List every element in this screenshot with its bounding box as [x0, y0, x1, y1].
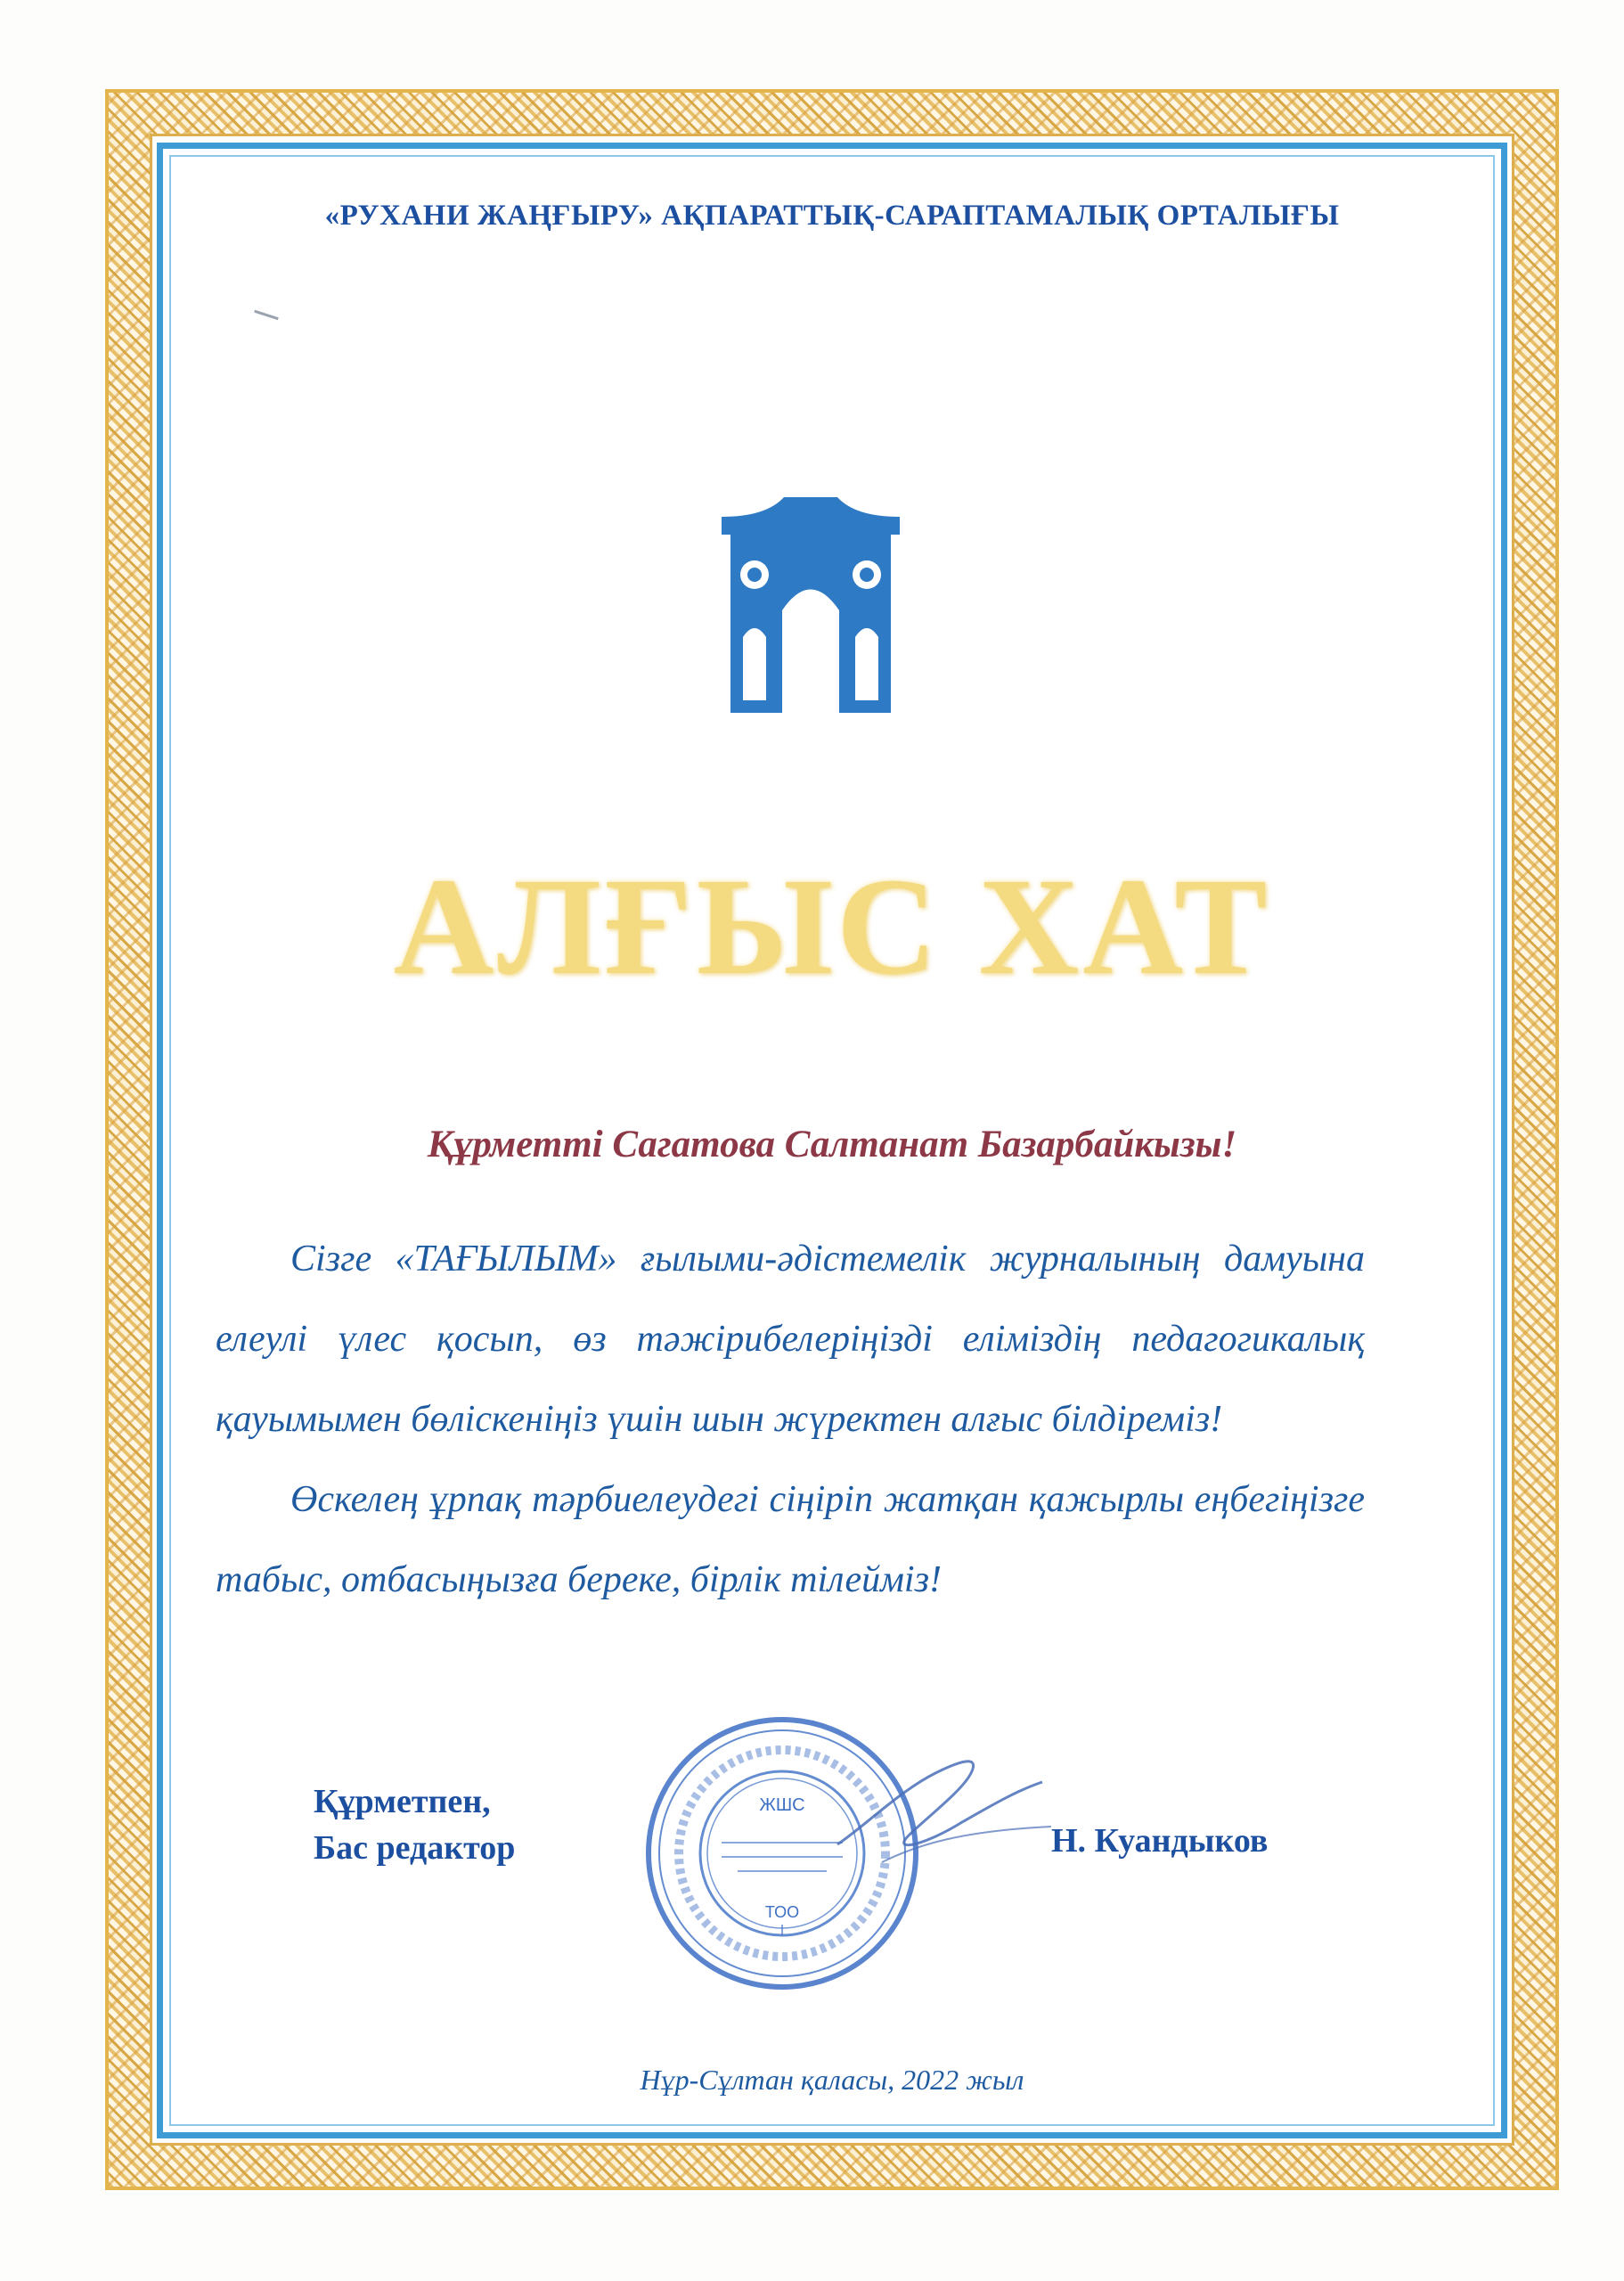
body-text [216, 1219, 1365, 1620]
salutation-line: Құрметті Сагатова Салтанат Базарбайкызы! [427, 1124, 1237, 1165]
body-paragraph-2: Өскелең ұрпақ тәрбиелеудегі сіңіріп жатқан қажырлы еңбегіңізге табыс, отбасыңызға береке, бірлік тілейміз! [216, 1479, 1365, 1600]
stamp-text-top: ЖШС [759, 1795, 805, 1815]
arch-gate-logo-icon [704, 490, 918, 713]
body-paragraph-1: Сізге «ТАҒЫЛЫМ» ғылыми-әдістемелік журналының дамуына елеулі үлес қосып, өз тәжірибелеріңізді еліміздің педагогикалық қауымымен бөліскеніңіз үшін шын жүректен алғыс білдіреміз! [216, 1239, 1365, 1440]
closing-role: Бас редактор [314, 1829, 516, 1867]
organization-title: «РУХАНИ ЖАҢҒЫРУ» АҚПАРАТТЫҚ-САРАПТАМАЛЫҚ ОРТАЛЫҒЫ [324, 200, 1340, 232]
signer-name: Н. Куандыков [1051, 1822, 1269, 1860]
certificate-title: АЛҒЫС ХАТ [393, 849, 1271, 1003]
stamp-text-bottom: ТОО [764, 1903, 800, 1921]
handwritten-signature-icon [828, 1737, 1060, 1889]
closing-block [314, 1778, 515, 1871]
place-and-year: Нұр-Сұлтан қаласы, 2022 жыл [640, 2064, 1024, 2096]
closing-respect: Құрметпен, [314, 1783, 491, 1820]
